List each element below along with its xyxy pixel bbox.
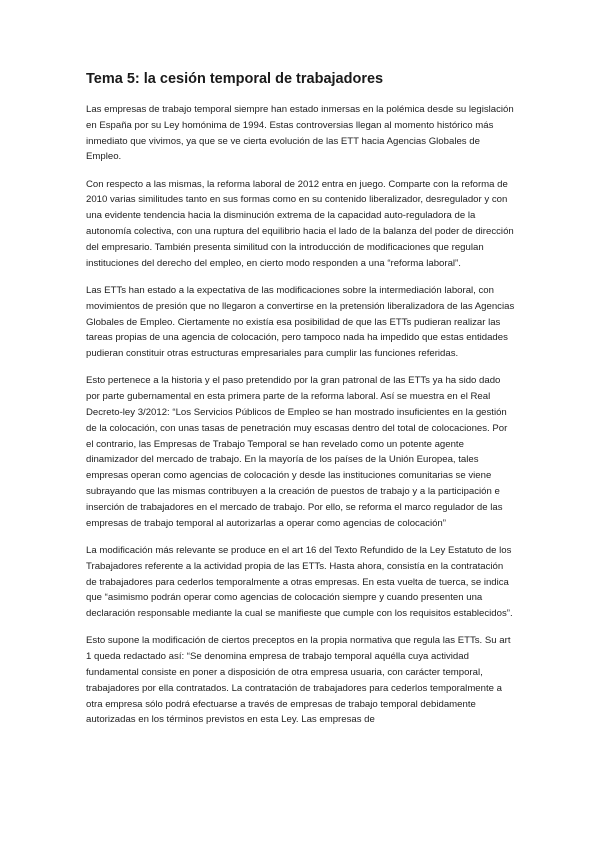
paragraph-intermediacion: Las ETTs han estado a la expectativa de las modificaciones sobre la intermediación laboral, con movimientos de presión que no llegaron a convertirse en la pretensión liberalizadora de las Agencias Globales de Empleo. Ciertamente no existía esa posibilidad de que las ETTs pudieran realizar las tareas propias de una agencia de colocación, pero tampoco nada ha impedido que estas entidades pudieran constituir otras estructuras empresariales para cumplir las funciones referidas.	[86, 284, 515, 360]
document-body	[86, 70, 516, 740]
document-title: Tema 5: la cesión temporal de trabajadores	[86, 71, 384, 87]
paragraph-art-1: Esto supone la modificación de ciertos preceptos en la propia normativa que regula las ETTs. Su art 1 queda redactado así: “Se denomina empresa de trabajo temporal aquélla cuya actividad fundamental consiste en poner a disposición de otra empresa usuaria, con carácter temporal, trabajadores por ella contratados. La contratación de trabajadores para cederlos temporalmente a otra empresa sólo podrá efectuarse a través de empresas de trabajo temporal debidamente autorizadas en los términos previstos en esta Ley. Las empresas de	[86, 635, 511, 726]
paragraph-intro: Las empresas de trabajo temporal siempre han estado inmersas en la polémica desde su legislación en España por su Ley homónima de 1994. Estas controversias llegan al momento histórico más inmediato que vivimos, ya que se ve cierta evolución de las ETT hacia Agencias Globales de Empleo.	[86, 104, 514, 163]
paragraph-reforma-2012: Con respecto a las mismas, la reforma laboral de 2012 entra en juego. Comparte con la reforma de 2010 varias similitudes tanto en sus formas como en su contenido liberalizador, desregulador y con una evidente tendencia hacia la disminución extrema de la capacidad auto-reguladora de la autonomía colectiva, con una ruptura del equilibrio hacia el lado de la balanza del poder de dirección del empresario. También presenta similitud con la introducción de modificaciones que regulan instituciones del derecho del empleo, en cierto modo responden a una “reforma laboral”.	[86, 178, 514, 269]
paragraph-real-decreto: Esto pertenece a la historia y el paso pretendido por la gran patronal de las ETTs ya ha sido dado por parte gubernamental en esta primera parte de la reforma laboral. Así se muestra en el Real Decreto-ley 3/2012: “Los Servicios Públicos de Empleo se han mostrado insuficientes en la gestión de la colocación, con unas tasas de penetración muy escasas dentro del total de colocaciones. Por el contrario, las Empresas de Trabajo Temporal se han revelado como un potente agente dinamizador del mercado de trabajo. En la mayoría de los países de la Unión Europea, tales empresas operan como agencias de colocación y desde las instituciones comunitarias se viene subrayando que las mismas contribuyen a la creación de puestos de trabajo y a la participación e inserción de trabajadores en el mercado de trabajo. Por ello, se reforma el marco regulador de las empresas de trabajo temporal al autorizarlas a operar como agencias de colocación”	[86, 375, 508, 529]
paragraph-art-16: La modificación más relevante se produce en el art 16 del Texto Refundido de la Ley Estatuto de los Trabajadores referente a la actividad propia de las ETTs. Hasta ahora, consistía en la contratación de trabajadores para cederlos temporalmente a otras empresas. En esta vuelta de tuerca, se indica que “asimismo podrán operar como agencias de colocación siempre y cuando presenten una declaración responsable mediante la cual se manifieste que cumple con los requisitos establecidos”.	[86, 544, 513, 620]
